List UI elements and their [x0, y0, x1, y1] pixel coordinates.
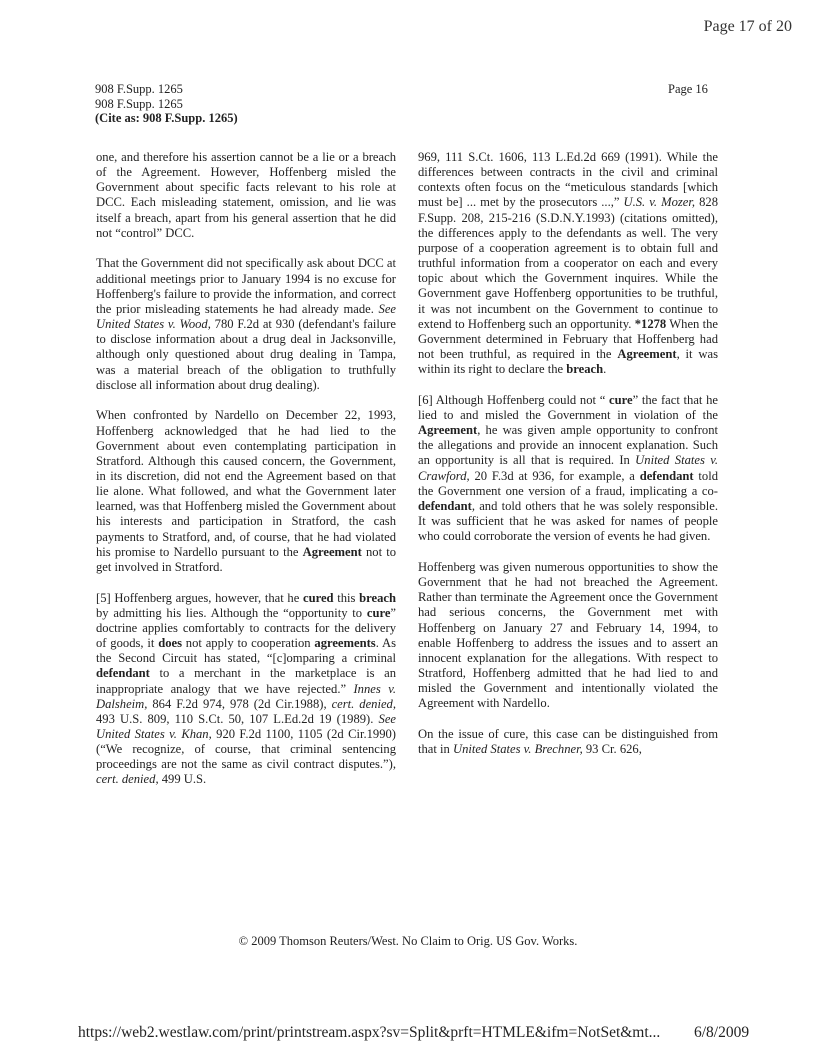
case-citation: U.S. v. Mozer,: [623, 195, 696, 210]
paragraph: 969, 111 S.Ct. 1606, 113 L.Ed.2d 669 (1991). While the differences between contracts in the civil and criminal contexts often focus on the “meticulous standards [which must be] ... met by the prosecutors ...,” U.S. v. Mozer, 828 F.Supp. 208, 215-216 (S.D.N.Y.1993) (citations omitted), the differences apply to the defendants as well. The very purpose of a cooperation agreement is to obtain full and truthful information from a cooperator on each and every topic about which the Government inquires. While the Government gave Hoffenberg opportunities to be truthful, it was not incumbent on the Government to continue to extend to Hoffenberg such an opportunity. *1278 When the Government determined in February that Hoffenberg had not been truthful, as required in the Agreement, it was within its right to declare the breach.: [418, 150, 718, 377]
page-number: Page 16: [668, 82, 708, 96]
print-url: https://web2.westlaw.com/print/printstream.aspx?sv=Split&prft=HTMLE&ifm=NotSet&mt...: [78, 1024, 661, 1041]
search-term-highlight: Agreement: [617, 347, 677, 362]
search-term-highlight: cured: [302, 590, 334, 605]
paragraph: On the issue of cure, this case can be distinguished from that in United States v. Brechner, 93 Cr. 626,: [418, 726, 718, 757]
case-citation: United States v. Brechner,: [452, 742, 583, 757]
search-term-highlight: defendant: [96, 666, 150, 681]
search-term-highlight: cure: [366, 605, 391, 620]
citation-header: [95, 82, 238, 126]
paragraph: That the Government did not specifically ask about DCC at additional meetings prior to January 1994 is no excuse for Hoffenberg's failure to provide the information, and correct the prior misleading statements he had already made. See United States v. Wood, 780 F.2d at 930 (defendant's failure to disclose information about a drug deal in Jacksonville, although only questioned about drug dealing in Tampa, was a material breach of the obligation to truthfully disclose all information about drug dealing).: [96, 256, 397, 392]
paragraph: Hoffenberg was given numerous opportunities to show the Government that he had not breached the Agreement. Rather than terminate the Agreement once the Government had serious concerns, the Government met with Hoffenberg on January 27 and February 14, 1994, to enable Hoffenberg to address the issues and to assert an innocent explanation for the allegations. With respect to Stratford, Hoffenberg admitted that he had lied to and misled the Government and intentionally violated the Agreement with Nardello.: [418, 559, 718, 711]
copyright-notice: © 2009 Thomson Reuters/West. No Claim to Orig. US Gov. Works.: [238, 934, 578, 948]
search-term-highlight: Agreement: [302, 544, 362, 559]
cite-as: (Cite as: 908 F.Supp. 1265): [95, 111, 238, 125]
case-citation: Innes v. Dalsheim,: [96, 681, 396, 711]
left-column: [96, 150, 396, 803]
search-term-highlight: Agreement: [418, 423, 478, 438]
paragraph: one, and therefore his assertion cannot be a lie or a breach of the Agreement. However, Hoffenberg misled the Government about specific facts relevant to his role at DCC. Each misleading statement, omission, and lie was itself a breach, apart from his general assertion that he did not “control” DCC.: [96, 150, 396, 240]
search-term-highlight: cure: [609, 392, 633, 407]
case-citation: United States v. Crawford,: [418, 453, 718, 483]
case-citation: cert. denied,: [96, 772, 159, 787]
paragraph: [5] Hoffenberg argues, however, that he cured this breach by admitting his lies. Although the “opportunity to cure” doctrine applies comfortably to contracts for the delivery of goods, it does not apply to cooperation agreements. As the Second Circuit has stated, “[c]omparing a criminal defendant to a merchant in the marketplace is an inappropriate analogy that we have rejected.” Innes v. Dalsheim, 864 F.2d 974, 978 (2d Cir.1988), cert. denied, 493 U.S. 809, 110 S.Ct. 50, 107 L.Ed.2d 19 (1989). See United States v. Khan, 920 F.2d 1100, 1105 (2d Cir.1990) (“We recognize, of course, that criminal sentencing proceedings are not the same as civil contract disputes.”), cert. denied, 499 U.S.: [96, 590, 397, 787]
search-term-highlight: agreements: [314, 636, 376, 651]
right-column: [418, 150, 718, 773]
search-term-highlight: defendant: [418, 498, 472, 513]
search-term-highlight: breach: [566, 362, 604, 377]
case-citation: cert. denied,: [331, 696, 397, 711]
star-page-marker: *1278: [634, 316, 667, 331]
print-date: 6/8/2009: [694, 1024, 750, 1041]
case-citation: See United States v. Khan,: [96, 711, 396, 741]
search-term-highlight: does: [158, 636, 182, 651]
page-indicator: Page 17 of 20: [703, 18, 792, 35]
paragraph: When confronted by Nardello on December 22, 1993, Hoffenberg acknowledged that he had lied to the Government about even contemplating participation in Stratford. Although this caused concern, the Government, in its discretion, did not end the Agreement based on that lie alone. What followed, and what the Government later learned, was that Hoffenberg misled the Government about his interests and participation in Stratford, the cash payments to Stratford, and, of course, that he had violated his promise to Nardello pursuant to the Agreement not to get involved in Stratford.: [96, 408, 397, 574]
paragraph: [6] Although Hoffenberg could not “ cure” the fact that he lied to and misled the Government in violation of the Agreement, he was given ample opportunity to confront the allegations and provide an innocent explanation. Such an opportunity is all that is required. In United States v. Crawford, 20 F.3d at 936, for example, a defendant told the Government one version of a fraud, implicating a co-defendant, and told others that he was solely responsible. It was sufficient that he was asked for names of people who could corroborate the version of events he had given.: [418, 392, 718, 544]
cite-line-2: 908 F.Supp. 1265: [95, 96, 183, 111]
cite-line-1: 908 F.Supp. 1265: [95, 82, 183, 96]
search-term-highlight: defendant: [639, 468, 694, 483]
case-citation: See United States v. Wood,: [96, 301, 396, 332]
search-term-highlight: breach: [359, 590, 396, 605]
